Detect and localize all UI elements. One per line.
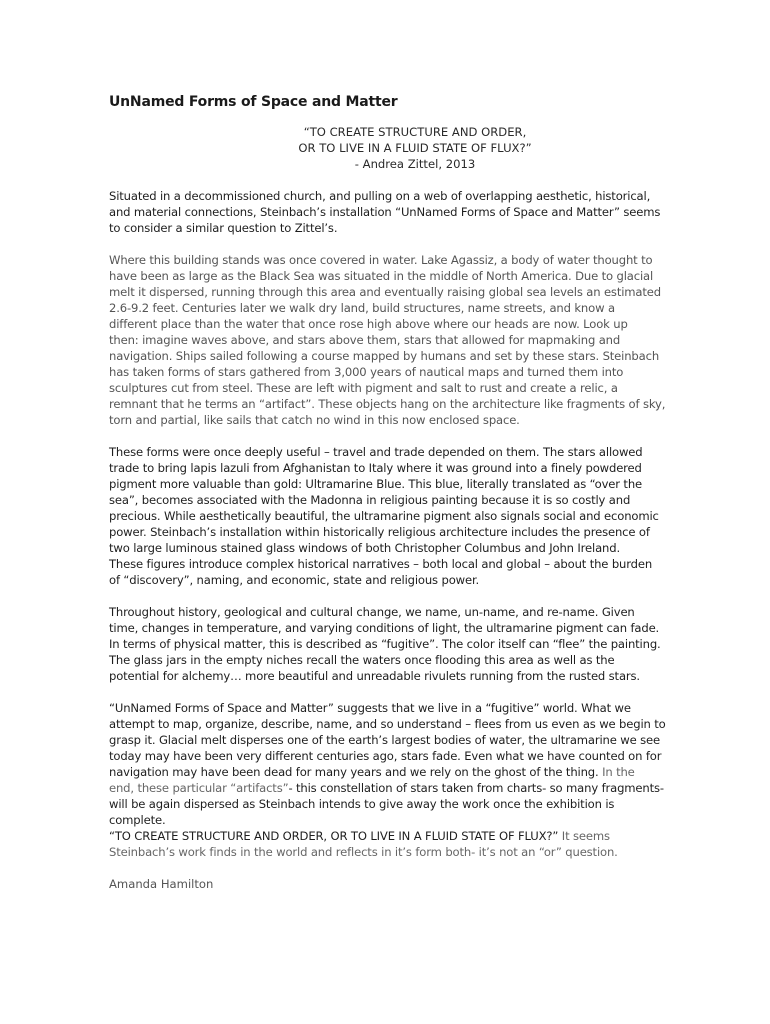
text-line: Steinbach’s work finds in the world and reflects in it’s form both- it’s not an “or” question. [109,845,618,859]
text-line: Where this building stands was once covered in water. Lake Agassiz, a body of water thought to [109,253,653,267]
document-page [109,94,666,892]
epigraph [169,124,661,172]
text-segment: “TO CREATE STRUCTURE AND ORDER, OR TO LIVE IN A FLUID STATE OF FLUX?” [109,829,559,843]
text-line [109,764,661,780]
text-line: remnant that he terms an “artifact”. These objects hang on the architecture like fragments of sky, [109,397,666,411]
author-signature: Amanda Hamilton [109,877,214,891]
epigraph-line: OR TO LIVE IN A FLUID STATE OF FLUX?” [298,141,532,155]
text-line: precious. While aesthetically beautiful, the ultramarine pigment also signals social and economic [109,509,659,523]
epigraph-line: “TO CREATE STRUCTURE AND ORDER, [303,125,527,139]
text-line: The glass jars in the empty niches recall the waters once flooding this area as well as the [109,653,615,667]
text-line: Situated in a decommissioned church, and pulling on a web of overlapping aesthetic, historical, [109,189,651,203]
text-line: will be again dispersed as Steinbach intends to give away the work once the exhibition is [109,797,615,811]
text-segment: end, these particular “artifacts” [109,781,289,795]
text-line: torn and partial, like sails that catch no wind in this now enclosed space. [109,413,520,427]
text-line: time, changes in temperature, and varying conditions of light, the ultramarine pigment can fade. [109,621,660,635]
text-line: of “discovery”, naming, and economic, state and religious power. [109,573,480,587]
text-line: These figures introduce complex historical narratives – both local and global – about the burden [109,557,653,571]
text-line: and material connections, Steinbach’s installation “UnNamed Forms of Space and Matter” seems [109,205,661,219]
text-line [109,780,664,796]
text-line: In terms of physical matter, this is described as “fugitive”. The color itself can “flee” the painting. [109,637,661,651]
text-line: two large luminous stained glass windows of both Christopher Columbus and John Ireland. [109,541,620,555]
text-line: Throughout history, geological and cultural change, we name, un-name, and re-name. Given [109,605,635,619]
text-line: These forms were once deeply useful – travel and trade depended on them. The stars allowed [109,445,643,459]
text-segment: In the [598,765,635,779]
text-line: to consider a similar question to Zittel’s. [109,221,338,235]
text-line: different place than the water that once rose high above where our heads are now. Look up [109,317,628,331]
text-line: 2.6-9.2 feet. Centuries later we walk dry land, build structures, name streets, and know a [109,301,615,315]
paragraph-closing [109,700,666,860]
text-line: sculptures cut from steel. These are left with pigment and salt to rust and create a relic, a [109,381,618,395]
text-line: pigment more valuable than gold: Ultramarine Blue. This blue, literally translated as “over the [109,477,643,491]
text-line: then: imagine waves above, and stars above them, stars that allowed for mapmaking and [109,333,621,347]
epigraph-attribution: - Andrea Zittel, 2013 [354,157,476,171]
paragraph-fugitive [109,604,661,684]
text-line: attempt to map, organize, describe, name, and so understand – flees from us even as we begin to [109,717,666,731]
paragraph-lake-agassiz [109,252,666,428]
text-line: have been as large as the Black Sea was situated in the middle of North America. Due to glacial [109,269,654,283]
text-line: sea”, becomes associated with the Madonna in religious painting because it is so costly and [109,493,631,507]
document-title: UnNamed Forms of Space and Matter [109,94,398,110]
text-line [109,828,661,844]
text-line: grasp it. Glacial melt disperses one of the earth’s largest bodies of water, the ultramarine we see [109,733,660,747]
text-line: today may have been very different centuries ago, stars fade. Even what we have counted on for [109,749,662,763]
paragraph-ultramarine [109,444,661,588]
text-segment: - this constellation of stars taken from charts- so many fragments- [288,781,664,795]
text-line: “UnNamed Forms of Space and Matter” suggests that we live in a “fugitive” world. What we [109,701,631,715]
text-line: navigation. Ships sailed following a course mapped by humans and set by these stars. Steinbach [109,349,660,363]
text-line: melt it dispersed, running through this area and eventually raising global sea levels an estimated [109,285,661,299]
text-line: potential for alchemy… more beautiful and unreadable rivulets running from the rusted stars. [109,669,640,683]
paragraph-intro [109,188,661,236]
text-line: has taken forms of stars gathered from 3,000 years of nautical maps and turned them into [109,365,624,379]
text-line: trade to bring lapis lazuli from Afghanistan to Italy where it was ground into a finely powdered [109,461,642,475]
text-segment: It seems [558,829,610,843]
text-segment: navigation may have been dead for many years and we rely on the ghost of the thing. [109,765,599,779]
text-line: power. Steinbach’s installation within historically religious architecture includes the presence of [109,525,650,539]
text-line: complete. [109,813,166,827]
